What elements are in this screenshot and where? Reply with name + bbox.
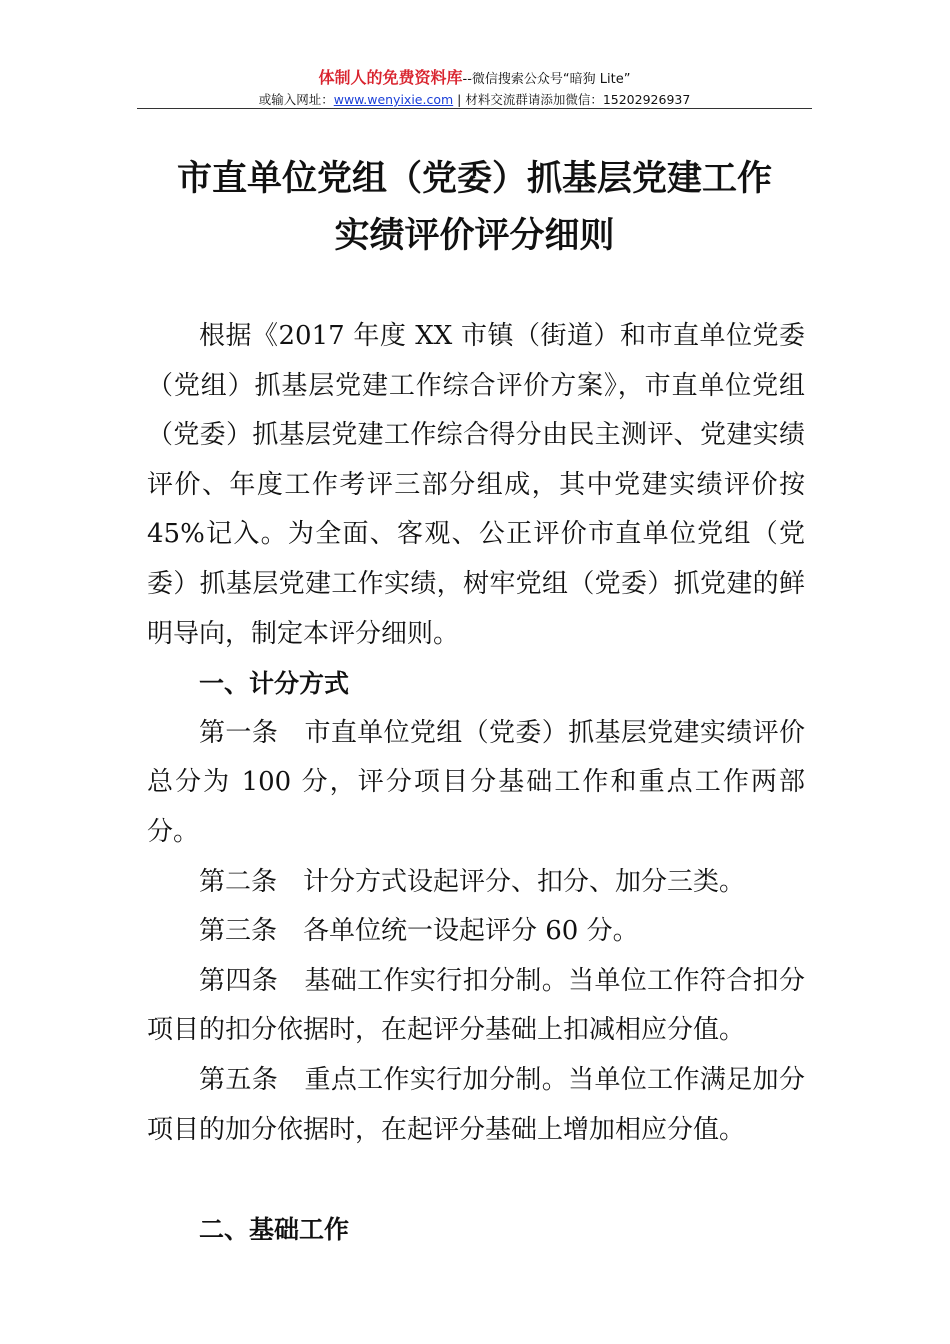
article-2: 第二条 计分方式设起评分、扣分、加分三类。 — [199, 866, 746, 897]
header-line-1 — [137, 68, 812, 90]
header-contact: | 材料交流群请添加微信：15202926937 — [453, 92, 691, 107]
article-3: 第三条 各单位统一设起评分 60 分。 — [199, 916, 639, 947]
header-brand: 体制人的免费资料库 — [318, 68, 463, 87]
article-5: 第五条 重点工作实行加分制。当单位工作满足加分项目的加分依据时，在起评分基础上增加相应分值。 — [147, 1064, 805, 1145]
website-link[interactable]: www.wenyixie.com — [333, 92, 454, 107]
title-line-1: 市直单位党组（党委）抓基层党建工作 — [176, 158, 772, 199]
intro-paragraph: 根据《2017 年度 XX 市镇（街道）和市直单位党委（党组）抓基层党建工作综合评价方案》，市直单位党组（党委）抓基层党建工作综合得分由民主测评、党建实绩评价、年度工作考评三部分组成，其中党建实绩评价按 45%记入。为全面、客观、公正评价市直单位党组（党委）抓基层党建工作实绩，树牢党组（党委）抓党建的鲜明导向，制定本评分细则。 — [147, 321, 805, 649]
section-2-heading: 二、基础工作 — [199, 1214, 350, 1244]
document-title — [137, 150, 812, 264]
section-1-heading: 一、计分方式 — [199, 669, 350, 699]
header-line-2 — [137, 90, 812, 110]
article-1: 第一条 市直单位党组（党委）抓基层党建实绩评价总分为 100 分，评分项目分基础工作和重点工作两部分。 — [147, 717, 805, 847]
page-header — [137, 68, 812, 110]
blank-line — [147, 1155, 805, 1205]
header-tagline: --微信搜索公众号“暗狗 Lite” — [462, 72, 631, 87]
header-divider — [137, 108, 812, 109]
document-body — [147, 312, 805, 1254]
article-4: 第四条 基础工作实行扣分制。当单位工作符合扣分项目的扣分依据时，在起评分基础上扣减相应分值。 — [147, 965, 805, 1046]
header-url-prefix: 或输入网址： — [258, 92, 334, 107]
title-line-2: 实绩评价评分细则 — [334, 215, 615, 256]
